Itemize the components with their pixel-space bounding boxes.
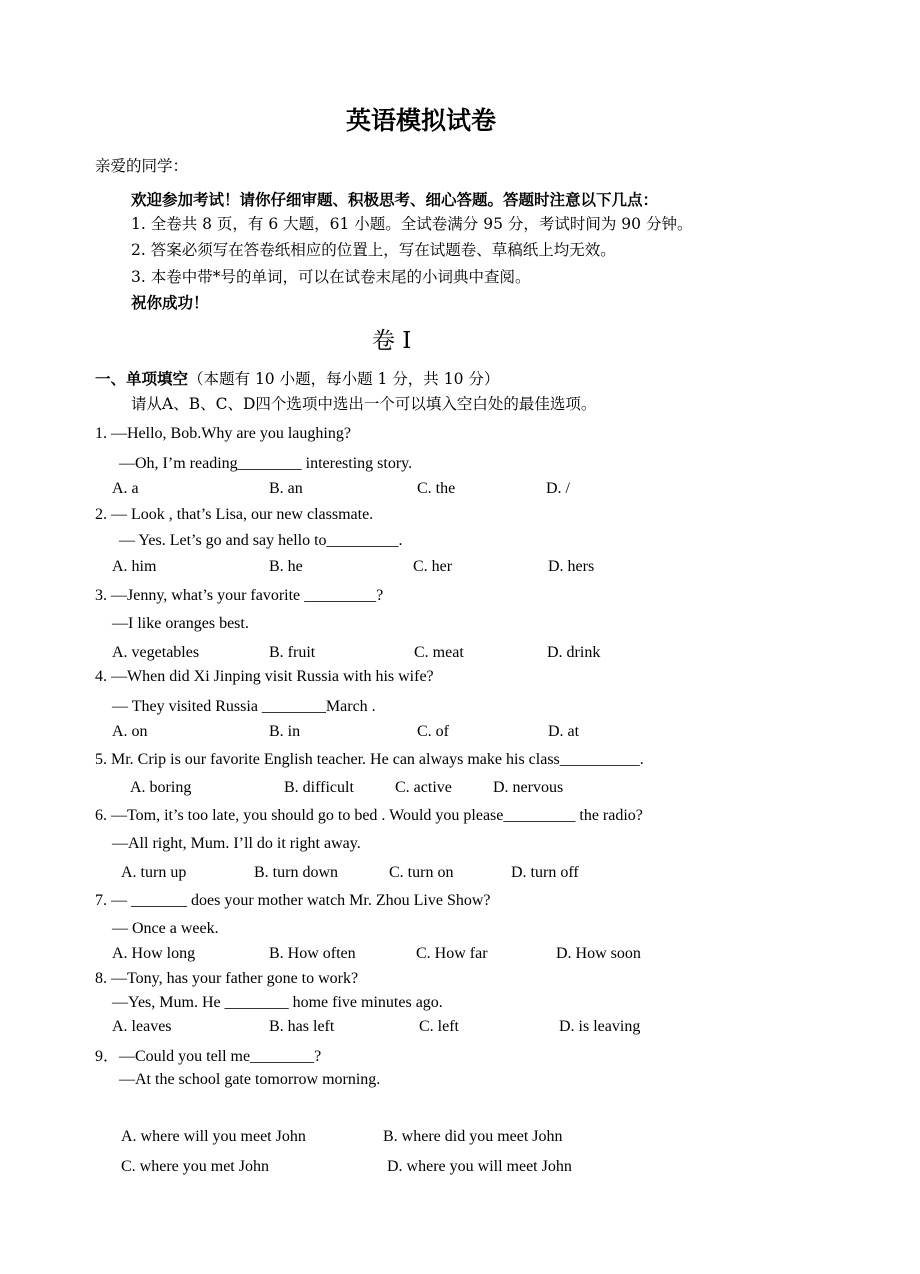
question-7-option-c: C. How far <box>416 945 488 962</box>
question-3-option-a: A. vegetables <box>112 644 200 661</box>
question-8-option-b: B. has left <box>269 1018 335 1035</box>
section-heading: 一、单项填空 <box>95 369 189 388</box>
question-8-option-d: D. is leaving <box>559 1018 641 1035</box>
question-8-line-1: 8. —Tony, has your father gone to work? <box>95 970 359 987</box>
question-3-option-b: B. fruit <box>269 644 316 661</box>
question-6-line-2: —All right, Mum. I’ll do it right away. <box>112 835 361 852</box>
question-1-option-b: B. an <box>269 480 303 497</box>
question-4-line-2: — They visited Russia ________March . <box>112 698 376 715</box>
page-title: 英语模拟试卷 <box>346 106 497 135</box>
question-7-line-2: — Once a week. <box>112 920 219 937</box>
question-2-option-a: A. him <box>112 558 157 575</box>
question-1-line-1: 1. —Hello, Bob.Why are you laughing? <box>95 425 351 442</box>
question-4-option-b: B. in <box>269 723 301 740</box>
question-3-option-c: C. meat <box>414 644 464 661</box>
question-7-line-1: 7. — _______ does your mother watch Mr. Zhou Live Show? <box>95 892 491 909</box>
section-heading-line <box>95 369 499 390</box>
question-3-line-1: 3. —Jenny, what’s your favorite _________? <box>95 587 384 604</box>
note-1: 1. 全卷共 8 页，有 6 大题，61 小题。全试卷满分 95 分，考试时间为 90 分钟。 <box>131 215 693 233</box>
question-1-option-a: A. a <box>112 480 139 497</box>
question-5-option-d: D. nervous <box>493 779 564 796</box>
question-5-option-b: B. difficult <box>284 779 354 796</box>
question-6-option-a: A. turn up <box>121 864 187 881</box>
welcome-line: 欢迎参加考试！请你仔细审题、积极思考、细心答题。答题时注意以下几点： <box>131 190 659 209</box>
question-5-option-c: C. active <box>395 779 452 796</box>
question-3-line-2: —I like oranges best. <box>112 615 249 632</box>
volume-heading: 卷 Ⅰ <box>372 328 412 354</box>
question-6-option-c: C. turn on <box>389 864 454 881</box>
good-luck: 祝你成功！ <box>131 293 209 312</box>
question-8-option-a: A. leaves <box>112 1018 172 1035</box>
question-4-option-c: C. of <box>417 723 449 740</box>
question-6-option-b: B. turn down <box>254 864 338 881</box>
question-9-option-a: A. where will you meet John <box>121 1128 306 1145</box>
question-9-option-c: C. where you met John <box>121 1158 269 1175</box>
question-4-option-a: A. on <box>112 723 148 740</box>
question-4-option-d: D. at <box>548 723 580 740</box>
question-1-option-d: D. / <box>546 480 570 497</box>
question-5-line-1: 5. Mr. Crip is our favorite English teacher. He can always make his class__________. <box>95 751 644 768</box>
question-1-option-c: C. the <box>417 480 456 497</box>
question-6-option-d: D. turn off <box>511 864 579 881</box>
note-3: 3. 本卷中带*号的单词，可以在试卷末尾的小词典中查阅。 <box>131 268 531 286</box>
note-2: 2. 答案必须写在答卷纸相应的位置上，写在试题卷、草稿纸上均无效。 <box>131 241 616 259</box>
question-2-option-c: C. her <box>413 558 453 575</box>
question-7-option-a: A. How long <box>112 945 196 962</box>
question-5-option-a: A. boring <box>130 779 192 796</box>
question-3-option-d: D. drink <box>547 644 601 661</box>
question-9-option-d: D. where you will meet John <box>387 1158 572 1175</box>
question-9-line-1: 9．—Could you tell me________? <box>95 1048 322 1065</box>
question-4-line-1: 4. —When did Xi Jinping visit Russia with his wife? <box>95 668 434 685</box>
section-instruction: 请从A、B、C、D四个选项中选出一个可以填入空白处的最佳选项。 <box>131 395 597 413</box>
question-6-line-1: 6. —Tom, it’s too late, you should go to bed . Would you please_________ the radio? <box>95 807 643 824</box>
question-2-line-1: 2. — Look , that’s Lisa, our new classmate. <box>95 506 374 523</box>
greeting: 亲爱的同学： <box>95 157 189 175</box>
question-2-line-2: — Yes. Let’s go and say hello to_________. <box>119 532 403 549</box>
section-heading-note: （本题有 10 小题，每小题 1 分，共 10 分） <box>188 370 500 388</box>
question-9-option-b: B. where did you meet John <box>383 1128 563 1145</box>
question-2-option-d: D. hers <box>548 558 595 575</box>
question-7-option-b: B. How often <box>269 945 356 962</box>
question-8-line-2: —Yes, Mum. He ________ home five minutes ago. <box>112 994 443 1011</box>
question-7-option-d: D. How soon <box>556 945 641 962</box>
question-8-option-c: C. left <box>419 1018 459 1035</box>
question-1-line-2: —Oh, I’m reading________ interesting story. <box>119 455 413 472</box>
question-2-option-b: B. he <box>269 558 303 575</box>
question-9-line-2: —At the school gate tomorrow morning. <box>119 1071 381 1088</box>
